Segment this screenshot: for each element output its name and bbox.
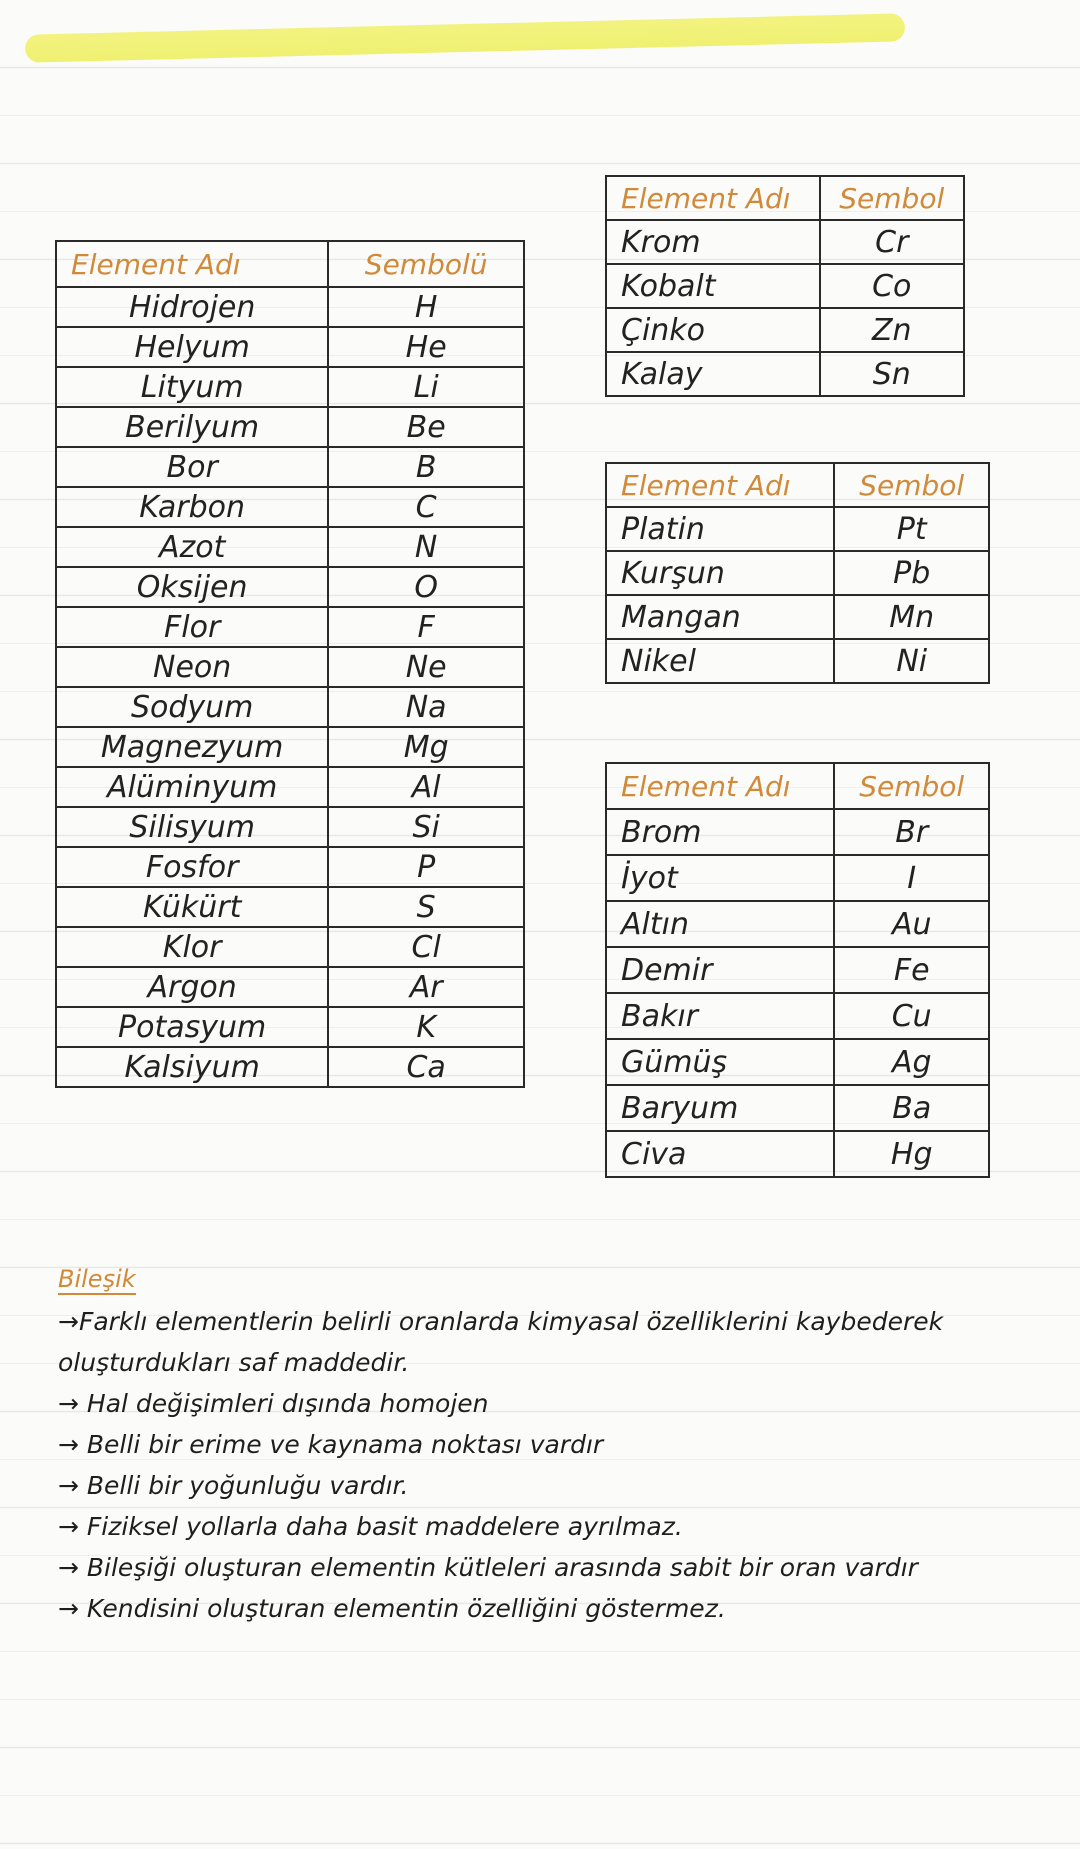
element-symbol: Sn (820, 352, 964, 396)
element-name: Magnezyum (56, 727, 328, 767)
header-element-name: Element Adı (56, 241, 328, 287)
table-row (56, 487, 524, 527)
element-symbol: H (328, 287, 524, 327)
element-name: Helyum (56, 327, 328, 367)
element-name: Kalsiyum (56, 1047, 328, 1087)
element-name: Hidrojen (56, 287, 328, 327)
element-name: Bakır (606, 993, 834, 1039)
table-row (56, 847, 524, 887)
notes-heading: Bileşik (58, 1265, 136, 1293)
element-name: Flor (56, 607, 328, 647)
table-row (606, 639, 989, 683)
element-symbol: Al (328, 767, 524, 807)
table-row (56, 447, 524, 487)
table-row (56, 367, 524, 407)
element-name: Argon (56, 967, 328, 1007)
element-symbol: Ni (834, 639, 989, 683)
element-symbol: O (328, 567, 524, 607)
element-symbol: C (328, 487, 524, 527)
element-symbol: Zn (820, 308, 964, 352)
element-symbol: I (834, 855, 989, 901)
table-row (606, 595, 989, 639)
element-symbol: Au (834, 901, 989, 947)
element-name: Silisyum (56, 807, 328, 847)
element-symbol: Li (328, 367, 524, 407)
element-name: Gümüş (606, 1039, 834, 1085)
element-name: Lityum (56, 367, 328, 407)
table-row (606, 507, 989, 551)
element-name: Fosfor (56, 847, 328, 887)
element-name: Klor (56, 927, 328, 967)
element-name: Neon (56, 647, 328, 687)
element-name: Oksijen (56, 567, 328, 607)
element-name: İyot (606, 855, 834, 901)
element-name: Kükürt (56, 887, 328, 927)
element-table-1 (55, 240, 525, 1088)
element-name: Potasyum (56, 1007, 328, 1047)
element-symbol: Ne (328, 647, 524, 687)
table-row (56, 767, 524, 807)
table-row (56, 927, 524, 967)
element-symbol: N (328, 527, 524, 567)
table-header-row (606, 763, 989, 809)
table-row (606, 352, 964, 396)
element-name: Civa (606, 1131, 834, 1177)
element-symbol: He (328, 327, 524, 367)
note-line: → Bileşiği oluşturan elementin kütleleri arasında sabit bir oran vardır (58, 1553, 918, 1582)
element-name: Mangan (606, 595, 834, 639)
element-table-2 (605, 175, 965, 397)
element-name: Kurşun (606, 551, 834, 595)
element-name: Kobalt (606, 264, 820, 308)
element-symbol: Cl (328, 927, 524, 967)
header-symbol: Sembolü (328, 241, 524, 287)
element-symbol: S (328, 887, 524, 927)
element-name: Brom (606, 809, 834, 855)
element-symbol: Hg (834, 1131, 989, 1177)
element-name: Sodyum (56, 687, 328, 727)
element-name: Kalay (606, 352, 820, 396)
table-row (606, 1085, 989, 1131)
table-row (56, 527, 524, 567)
element-symbol: Ba (834, 1085, 989, 1131)
table-row (56, 647, 524, 687)
header-symbol: Sembol (820, 176, 964, 220)
note-line: → Belli bir erime ve kaynama noktası vardır (58, 1430, 604, 1459)
table-row (56, 407, 524, 447)
element-symbol: Ag (834, 1039, 989, 1085)
note-line: → Hal değişimleri dışında homojen (58, 1389, 489, 1418)
highlighter-stroke (25, 13, 905, 62)
table-header-row (606, 463, 989, 507)
table-row (56, 807, 524, 847)
element-table-3 (605, 462, 990, 684)
table-row (606, 308, 964, 352)
table-row (56, 887, 524, 927)
element-name: Altın (606, 901, 834, 947)
table-row (606, 264, 964, 308)
element-name: Baryum (606, 1085, 834, 1131)
header-symbol: Sembol (834, 763, 989, 809)
element-symbol: Br (834, 809, 989, 855)
element-symbol: P (328, 847, 524, 887)
table-row (606, 901, 989, 947)
element-symbol: Mg (328, 727, 524, 767)
element-symbol: Na (328, 687, 524, 727)
table-row (56, 1007, 524, 1047)
note-line: →Farklı elementlerin belirli oranlarda kimyasal özelliklerini kaybederek (58, 1307, 944, 1336)
element-name: Berilyum (56, 407, 328, 447)
header-symbol: Sembol (834, 463, 989, 507)
element-name: Bor (56, 447, 328, 487)
table-row (56, 327, 524, 367)
table-row (606, 1039, 989, 1085)
table-row (56, 687, 524, 727)
table-row (56, 1047, 524, 1087)
table-row (56, 967, 524, 1007)
element-symbol: Ca (328, 1047, 524, 1087)
element-name: Alüminyum (56, 767, 328, 807)
table-row (606, 551, 989, 595)
table-row (606, 220, 964, 264)
table-row (56, 287, 524, 327)
header-element-name: Element Adı (606, 463, 834, 507)
table-row (606, 947, 989, 993)
element-symbol: Cr (820, 220, 964, 264)
element-symbol: Pb (834, 551, 989, 595)
element-name: Nikel (606, 639, 834, 683)
element-symbol: Cu (834, 993, 989, 1039)
element-symbol: Be (328, 407, 524, 447)
element-name: Çinko (606, 308, 820, 352)
note-line: oluşturdukları saf maddedir. (58, 1348, 410, 1377)
element-symbol: Mn (834, 595, 989, 639)
element-symbol: Fe (834, 947, 989, 993)
element-table-4 (605, 762, 990, 1178)
table-row (606, 993, 989, 1039)
table-row (56, 567, 524, 607)
table-header-row (606, 176, 964, 220)
element-name: Azot (56, 527, 328, 567)
table-row (56, 607, 524, 647)
element-symbol: F (328, 607, 524, 647)
element-name: Karbon (56, 487, 328, 527)
table-row (606, 855, 989, 901)
header-element-name: Element Adı (606, 176, 820, 220)
element-symbol: Co (820, 264, 964, 308)
element-name: Krom (606, 220, 820, 264)
element-symbol: B (328, 447, 524, 487)
table-row (606, 809, 989, 855)
element-symbol: Ar (328, 967, 524, 1007)
header-element-name: Element Adı (606, 763, 834, 809)
table-row (606, 1131, 989, 1177)
element-symbol: Si (328, 807, 524, 847)
element-name: Platin (606, 507, 834, 551)
element-symbol: K (328, 1007, 524, 1047)
element-name: Demir (606, 947, 834, 993)
element-symbol: Pt (834, 507, 989, 551)
note-line: → Kendisini oluşturan elementin özelliğini göstermez. (58, 1594, 726, 1623)
note-line: → Belli bir yoğunluğu vardır. (58, 1471, 409, 1500)
table-row (56, 727, 524, 767)
table-header-row (56, 241, 524, 287)
notes-lines (58, 1301, 1018, 1629)
note-line: → Fiziksel yollarla daha basit maddelere ayrılmaz. (58, 1512, 683, 1541)
compound-notes (58, 1265, 1018, 1629)
